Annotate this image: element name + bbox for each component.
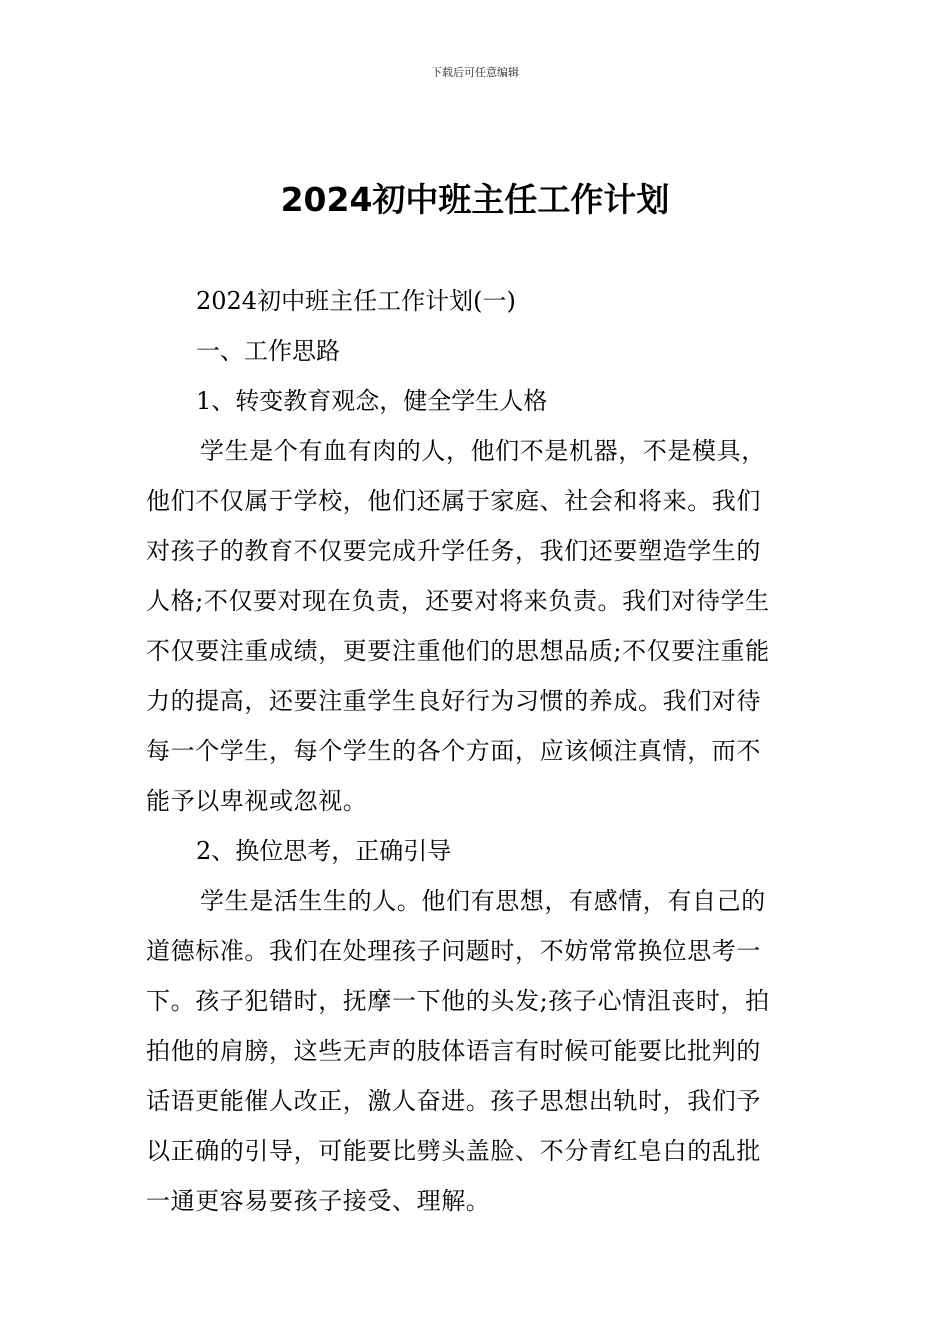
- paragraph-line: 人格;不仅要对现在负责，还要对将来负责。我们对待学生: [146, 587, 770, 615]
- paragraph-line: 话语更能催人改正，激人奋进。孩子思想出轨时，我们予: [146, 1087, 761, 1115]
- paragraph-line: 以正确的引导，可能要比劈头盖脸、不分青红皂白的乱批: [146, 1137, 761, 1165]
- paragraph-line: 学生是活生生的人。他们有思想，有感情，有自己的: [200, 887, 766, 915]
- paragraph-line: 对孩子的教育不仅要完成升学任务，我们还要塑造学生的: [146, 537, 761, 565]
- section-heading: 一、工作思路: [196, 337, 340, 365]
- header-note: 下载后可任意编辑: [431, 66, 519, 79]
- paragraph-line: 力的提高，还要注重学生良好行为习惯的养成。我们对待: [146, 687, 761, 715]
- item1-paragraph: [146, 426, 806, 826]
- paragraph-line: 不仅要注重成绩，更要注重他们的思想品质;不仅要注重能: [146, 637, 770, 665]
- item1-heading: 1、转变教育观念，健全学生人格: [196, 387, 548, 415]
- document-subtitle: 2024初中班主任工作计划(一): [196, 287, 516, 315]
- paragraph-line: 能予以卑视或忽视。: [146, 787, 368, 815]
- item2-heading: 2、换位思考，正确引导: [196, 837, 452, 865]
- paragraph-line: 学生是个有血有肉的人，他们不是机器，不是模具，: [200, 437, 766, 465]
- paragraph-line: 每一个学生，每个学生的各个方面，应该倾注真情，而不: [146, 737, 761, 765]
- document-body: [146, 276, 806, 1226]
- paragraph-line: 他们不仅属于学校，他们还属于家庭、社会和将来。我们: [146, 487, 761, 515]
- document-title: 2024初中班主任工作计划: [280, 180, 670, 219]
- paragraph-line: 道德标准。我们在处理孩子问题时，不妨常常换位思考一: [146, 937, 761, 965]
- paragraph-line: 拍他的肩膀，这些无声的肢体语言有时候可能要比批判的: [146, 1037, 761, 1065]
- paragraph-line: 一通更容易要孩子接受、理解。: [146, 1187, 491, 1215]
- paragraph-line: 下。孩子犯错时，抚摩一下他的头发;孩子心情沮丧时，拍: [146, 987, 770, 1015]
- item2-paragraph: [146, 876, 806, 1226]
